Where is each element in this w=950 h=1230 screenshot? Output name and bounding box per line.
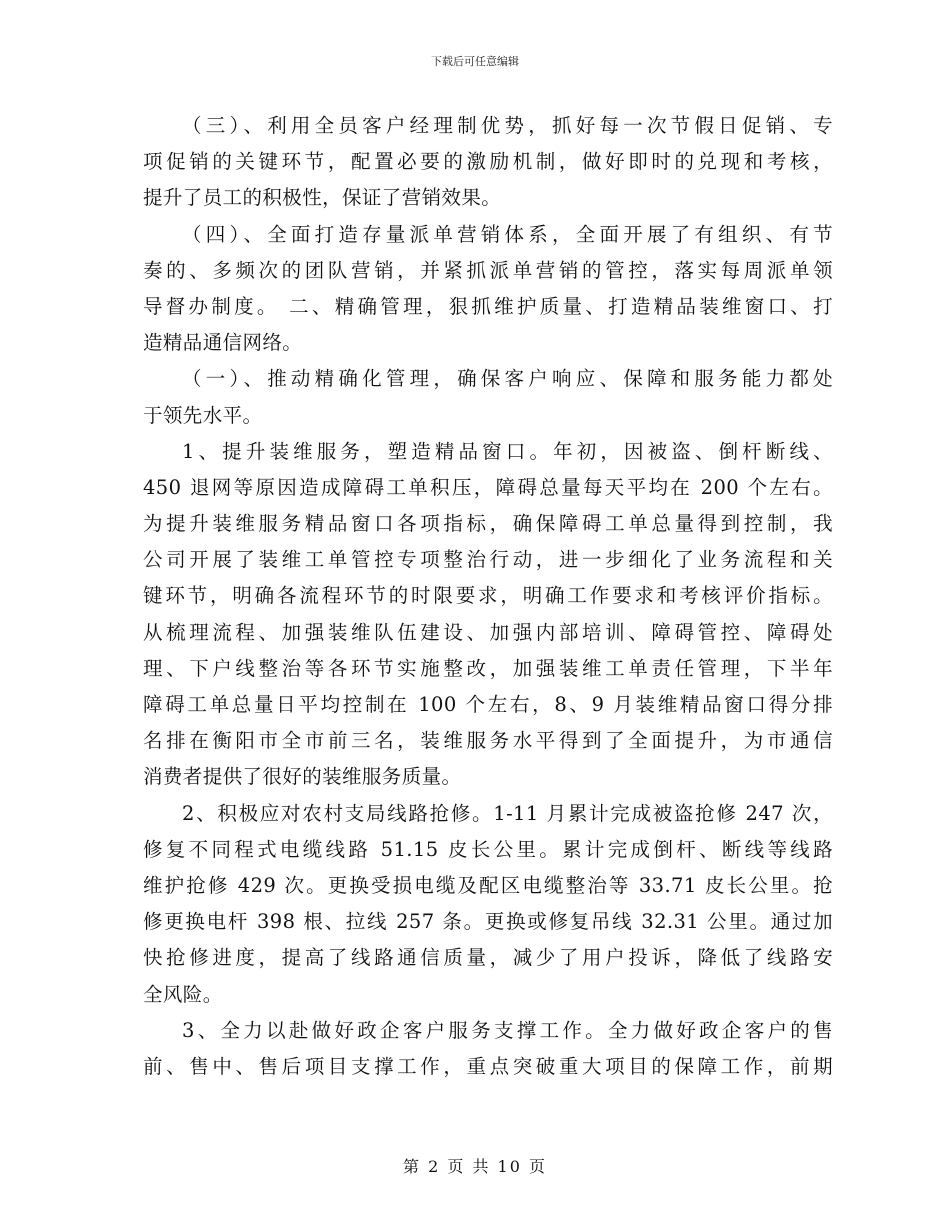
text-line: 键环节，明确各流程环节的时限要求，明确工作要求和考核评价指标。 (143, 584, 833, 608)
text-line: 修更换电杆 398 根、拉线 257 条。更换或修复吊线 32.31 公里。通过加 (143, 910, 833, 934)
text-line: 公司开展了装维工单管控专项整治行动，进一步细化了业务流程和关 (143, 548, 833, 572)
text-line: 修复不同程式电缆线路 51.15 皮长公里。累计完成倒杆、断线等线路 (143, 837, 833, 861)
text-line: （四）、全面打造存量派单营销体系，全面开展了有组织、有节 (182, 222, 833, 246)
text-line: 全风险。 (143, 982, 223, 1006)
document-body (143, 108, 833, 1085)
text-line: 理、下户线整治等各环节实施整改，加强装维工单责任管理，下半年 (143, 656, 833, 680)
text-line: 为提升装维服务精品窗口各项指标，确保障碍工单总量得到控制，我 (143, 512, 833, 536)
text-line: 2、积极应对农村支局线路抢修。1-11 月累计完成被盗抢修 247 次， (182, 801, 833, 825)
text-line: 3、全力以赴做好政企客户服务支撑工作。全力做好政企客户的售 (182, 1018, 833, 1042)
text-line: 于领先水平。 (143, 403, 263, 427)
text-line: 奏的、多频次的团队营销，并紧抓派单营销的管控，落实每周派单领 (143, 258, 833, 282)
text-line: （一）、推动精确化管理，确保客户响应、保障和服务能力都处 (182, 367, 833, 391)
text-line: 造精品通信网络。 (143, 331, 303, 355)
text-line: 消费者提供了很好的装维服务质量。 (143, 765, 462, 789)
text-line: 导督办制度。 二、精确管理，狠抓维护质量、打造精品装维窗口、打 (143, 294, 833, 318)
text-line: 快抢修进度，提高了线路通信质量，减少了用户投诉，降低了线路安 (143, 946, 833, 970)
text-line: 前、售中、售后项目支撑工作，重点突破重大项目的保障工作，前期 (143, 1054, 833, 1078)
text-line: 450 退网等原因造成障碍工单积压，障碍总量每天平均在 200 个左右。 (143, 475, 833, 499)
page-header: 下载后可任意编辑 (431, 55, 519, 68)
text-line: 项促销的关键环节，配置必要的激励机制，做好即时的兑现和考核， (143, 150, 833, 174)
text-line: （三）、利用全员客户经理制优势，抓好每一次节假日促销、专 (182, 114, 833, 137)
text-line: 名排在衡阳市全市前三名，装维服务水平得到了全面提升，为市通信 (143, 729, 833, 753)
text-line: 提升了员工的积极性，保证了营销效果。 (143, 186, 502, 210)
text-line: 维护抢修 429 次。更换受损电缆及配区电缆整治等 33.71 皮长公里。抢 (143, 873, 833, 897)
text-line: 1、提升装维服务，塑造精品窗口。年初，因被盗、倒杆断线、 (182, 439, 833, 463)
text-line: 障碍工单总量日平均控制在 100 个左右，8、9 月装维精品窗口得分排 (143, 693, 833, 716)
text-line: 从梳理流程、加强装维队伍建设、加强内部培训、障碍管控、障碍处 (143, 620, 833, 644)
page-number-footer: 第 2 页 共 10 页 (403, 1157, 547, 1176)
